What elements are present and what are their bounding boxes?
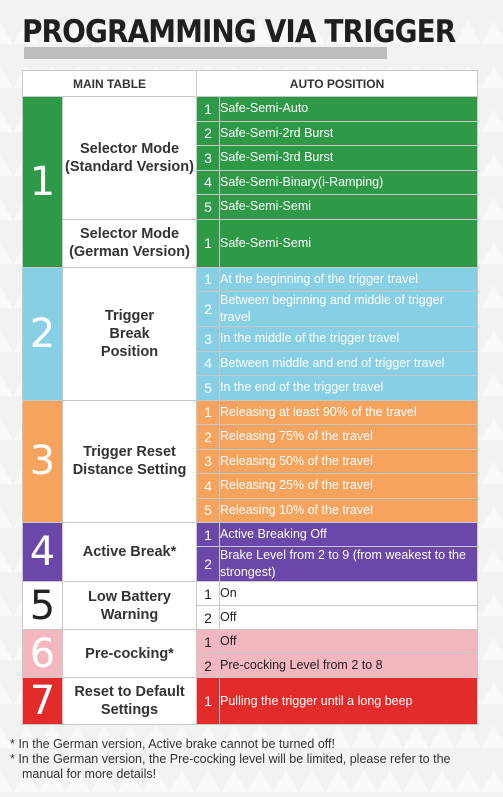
footnote-1: * In the German version, Active brake cannot be turned off! xyxy=(10,737,335,751)
option-number: 2 xyxy=(197,121,220,146)
option-text: Safe-Semi-Auto xyxy=(220,97,478,122)
setting-label: Selector Mode (German Version) xyxy=(63,219,197,267)
table-row xyxy=(23,219,478,267)
option-text: Between middle and end of trigger travel xyxy=(220,351,478,376)
option-text: Safe-Semi-3rd Burst xyxy=(220,146,478,171)
title-block xyxy=(22,12,503,52)
table-row xyxy=(23,97,478,122)
option-text: Safe-Semi-Semi xyxy=(220,219,478,267)
option-number: 2 xyxy=(197,292,220,327)
section-number: 3 xyxy=(23,400,63,523)
footnote-2: * In the German version, the Pre-cocking level will be limited, please refer to the manual for more details! xyxy=(10,752,451,781)
option-text: Between beginning and middle of trigger travel xyxy=(220,292,478,327)
table-row xyxy=(23,582,478,606)
option-number: 4 xyxy=(197,351,220,376)
option-number: 2 xyxy=(197,425,220,450)
table-row xyxy=(23,678,478,725)
option-number: 2 xyxy=(197,547,220,582)
option-number: 5 xyxy=(197,195,220,220)
option-number: 5 xyxy=(197,498,220,523)
page-title: PROGRAMMING VIA TRIGGER xyxy=(22,14,456,50)
option-text: On xyxy=(220,582,478,606)
option-text: Pulling the trigger until a long beep xyxy=(220,678,478,725)
option-number: 3 xyxy=(197,327,220,352)
header-main-table: MAIN TABLE xyxy=(23,71,197,97)
table-body xyxy=(23,97,478,725)
table-row xyxy=(23,630,478,654)
option-number: 5 xyxy=(197,376,220,401)
section-number: 7 xyxy=(23,678,63,725)
option-number: 4 xyxy=(197,474,220,499)
section-number: 1 xyxy=(23,97,63,268)
table-row xyxy=(23,267,478,292)
option-text: Off xyxy=(220,606,478,630)
option-number: 2 xyxy=(197,606,220,630)
programming-table xyxy=(22,70,478,725)
option-text: Brake Level from 2 to 9 (from weakest to the strongest) xyxy=(220,547,478,582)
option-number: 1 xyxy=(197,630,220,654)
option-text: Releasing 75% of the travel xyxy=(220,425,478,450)
option-number: 1 xyxy=(197,219,220,267)
option-number: 4 xyxy=(197,170,220,195)
footnotes xyxy=(10,737,480,782)
setting-label: Trigger Break Position xyxy=(63,267,197,400)
option-text: In the middle of the trigger travel xyxy=(220,327,478,352)
option-number: 1 xyxy=(197,267,220,292)
option-text: Releasing 50% of the travel xyxy=(220,449,478,474)
option-text: Releasing 25% of the travel xyxy=(220,474,478,499)
option-text: Releasing 10% of the travel xyxy=(220,498,478,523)
option-text: Safe-Semi-2rd Burst xyxy=(220,121,478,146)
setting-label: Trigger Reset Distance Setting xyxy=(63,400,197,523)
setting-label: Low Battery Warning xyxy=(63,582,197,630)
setting-label: Active Break* xyxy=(63,523,197,582)
section-number: 6 xyxy=(23,630,63,678)
option-number: 1 xyxy=(197,523,220,547)
option-number: 1 xyxy=(197,582,220,606)
section-number: 5 xyxy=(23,582,63,630)
option-text: In the end of the trigger travel xyxy=(220,376,478,401)
option-number: 3 xyxy=(197,449,220,474)
setting-label: Reset to Default Settings xyxy=(63,678,197,725)
table-row xyxy=(23,400,478,425)
option-number: 2 xyxy=(197,654,220,678)
option-text: Safe-Semi-Binary(i-Ramping) xyxy=(220,170,478,195)
table-header-row xyxy=(23,71,478,97)
option-text: Safe-Semi-Semi xyxy=(220,195,478,220)
option-text: Active Breaking Off xyxy=(220,523,478,547)
option-number: 1 xyxy=(197,678,220,725)
setting-label: Pre-cocking* xyxy=(63,630,197,678)
header-auto-position: AUTO POSITION xyxy=(197,71,478,97)
option-number: 1 xyxy=(197,400,220,425)
option-text: At the beginning of the trigger travel xyxy=(220,267,478,292)
option-text: Releasing at least 90% of the travel xyxy=(220,400,478,425)
option-number: 1 xyxy=(197,97,220,122)
option-text: Pre-cocking Level from 2 to 8 xyxy=(220,654,478,678)
option-text: Off xyxy=(220,630,478,654)
setting-label: Selector Mode (Standard Version) xyxy=(63,97,197,220)
section-number: 2 xyxy=(23,267,63,400)
option-number: 3 xyxy=(197,146,220,171)
table-row xyxy=(23,523,478,547)
section-number: 4 xyxy=(23,523,63,582)
